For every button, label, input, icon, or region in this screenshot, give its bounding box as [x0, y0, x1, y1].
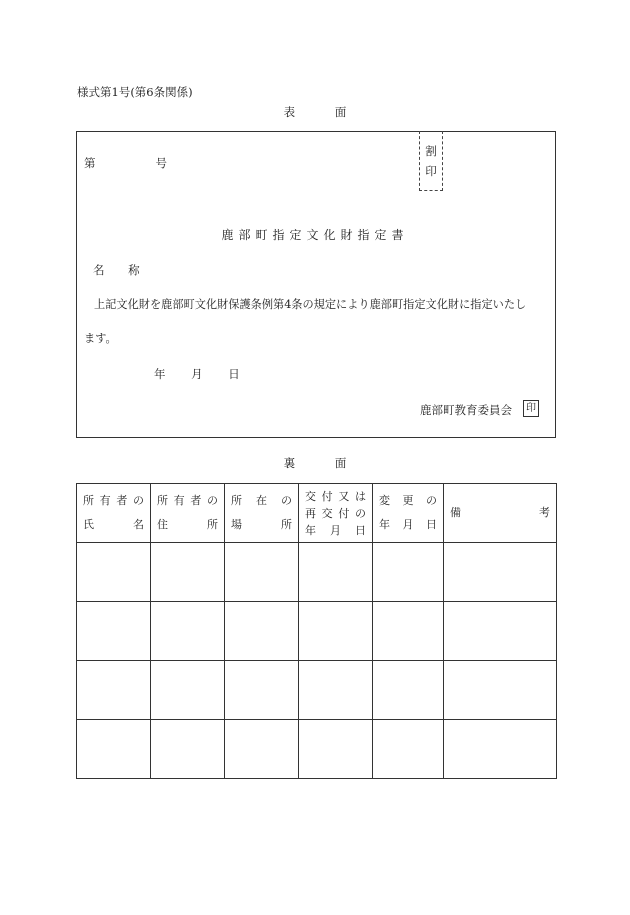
table-cell [299, 543, 373, 602]
header-char: 備 [450, 506, 461, 519]
front-face-title: 表 面 [283, 105, 347, 119]
name-label: 名 称 [93, 263, 150, 277]
certificate-number [84, 155, 227, 171]
table-header-row [77, 484, 557, 543]
header-text-line [157, 489, 218, 513]
table-cell [151, 602, 225, 661]
header-char: 更 [402, 494, 414, 507]
header-char: 月 [330, 523, 341, 537]
header-char: 再 [305, 506, 316, 520]
header-char: 有 [99, 494, 111, 507]
header-char: 変 [379, 494, 390, 507]
header-char: 氏 [83, 518, 94, 531]
table-cell [77, 602, 151, 661]
table-cell [77, 543, 151, 602]
table-cell [151, 720, 225, 779]
number-prefix: 第 [84, 156, 96, 170]
back-face-title: 裏 面 [283, 456, 347, 470]
header-char: 所 [281, 518, 292, 531]
table-cell [373, 602, 444, 661]
table-cell [444, 602, 557, 661]
header-char: 場 [231, 518, 242, 531]
header-char: の [281, 494, 292, 507]
header-char: 者 [116, 494, 128, 507]
table-cell [444, 720, 557, 779]
header-char: 在 [256, 494, 267, 507]
header-char: 所 [83, 494, 94, 507]
header-owner-address [151, 484, 225, 543]
table-cell [225, 602, 299, 661]
header-char: 交 [321, 506, 333, 520]
header-char: 交 [305, 489, 316, 503]
header-owner-name [77, 484, 151, 543]
header-char: の [206, 494, 218, 507]
header-char: 住 [157, 518, 168, 531]
header-char: 月 [402, 518, 414, 531]
header-text-line [305, 522, 366, 539]
table-cell [77, 661, 151, 720]
table-cell [373, 720, 444, 779]
table-cell [373, 661, 444, 720]
table-cell [151, 661, 225, 720]
header-char: 付 [321, 489, 333, 503]
header-char: の [426, 494, 437, 507]
tally-seal-box [419, 131, 443, 191]
table-row [77, 543, 557, 602]
table-cell [77, 720, 151, 779]
header-text-line [379, 489, 437, 513]
header-text-line [83, 513, 144, 537]
table-cell [299, 602, 373, 661]
header-char: 所 [231, 494, 242, 507]
table-cell [299, 720, 373, 779]
header-remarks [444, 484, 557, 543]
table-cell [225, 720, 299, 779]
header-text-line [379, 513, 437, 537]
header-text-line [83, 489, 144, 513]
header-change-date [373, 484, 444, 543]
table-row [77, 602, 557, 661]
header-char: 考 [539, 506, 550, 519]
table-row [77, 720, 557, 779]
table-cell [299, 661, 373, 720]
table-cell [151, 543, 225, 602]
form-label: 様式第1号(第6条関係) [77, 85, 193, 99]
table-row [77, 661, 557, 720]
back-record-table [76, 483, 557, 779]
body-text-line-2: ます。 [84, 332, 117, 345]
header-text-line [305, 488, 366, 505]
header-char: 所 [157, 494, 168, 507]
header-char: 所 [207, 518, 218, 531]
header-text-line [450, 501, 550, 525]
header-char: は [354, 489, 366, 503]
header-text-line [305, 505, 366, 522]
header-char: 日 [426, 518, 437, 531]
issuer-seal-mark: 印 [523, 400, 539, 417]
tally-seal-char: 印 [425, 163, 437, 178]
document-title: 鹿部町指定文化財指定書 [221, 228, 409, 242]
header-char: 年 [305, 523, 316, 537]
header-char: 者 [190, 494, 202, 507]
header-text-line [231, 513, 292, 537]
header-text-line [157, 513, 218, 537]
tally-seal-char: 割 [425, 143, 437, 158]
header-char: 年 [379, 518, 390, 531]
table-cell [225, 661, 299, 720]
front-face-box [76, 131, 556, 438]
header-char: 付 [338, 506, 350, 520]
header-char: 有 [173, 494, 185, 507]
table-cell [373, 543, 444, 602]
header-char: 又 [338, 489, 350, 503]
table-cell [444, 543, 557, 602]
header-char: 名 [133, 518, 144, 531]
header-char: の [354, 506, 366, 520]
table-cell [444, 661, 557, 720]
header-char: 日 [355, 523, 366, 537]
header-char: の [132, 494, 144, 507]
header-location [225, 484, 299, 543]
table-cell [225, 543, 299, 602]
date-line: 年 月 日 [154, 367, 240, 381]
number-suffix: 号 [155, 156, 167, 170]
header-issue-date [299, 484, 373, 543]
header-text-line [231, 489, 292, 513]
issuer-name: 鹿部町教育委員会 [420, 403, 512, 417]
body-text-line-1: 上記文化財を鹿部町文化財保護条例第4条の規定により鹿部町指定文化財に指定いたし [94, 298, 527, 311]
